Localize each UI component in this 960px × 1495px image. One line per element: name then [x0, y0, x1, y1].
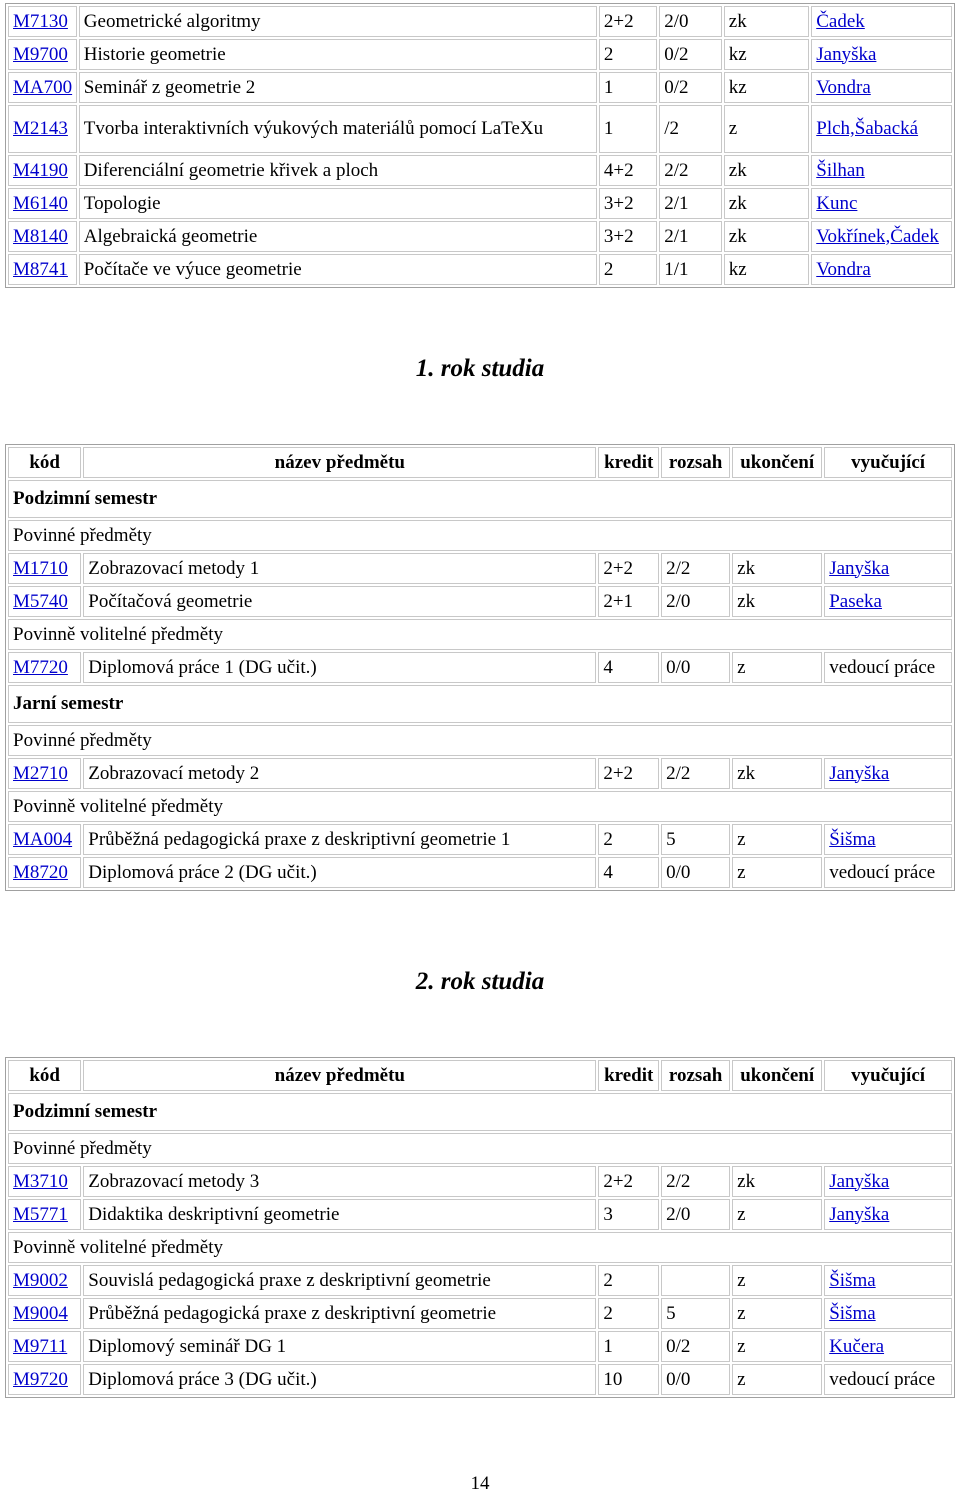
year2-table: [5, 1057, 955, 1398]
course-teacher[interactable]: Šišma: [829, 1302, 876, 1324]
course-scope: 1/1: [659, 254, 722, 285]
course-teacher-cell: [824, 586, 952, 617]
course-name: Geometrické algoritmy: [79, 6, 597, 37]
course-code-link[interactable]: MA004: [13, 828, 73, 850]
course-row: [8, 221, 952, 252]
course-code-link[interactable]: M4190: [13, 159, 68, 181]
course-completion: kz: [724, 72, 809, 103]
course-code-link[interactable]: M8741: [13, 258, 68, 280]
course-credit: 2+2: [599, 6, 657, 37]
course-completion: z: [724, 105, 809, 153]
semester-autumn: Podzimní semestr: [8, 1093, 952, 1131]
course-teacher[interactable]: Plch,Šabacká: [816, 118, 919, 139]
course-code-link-cell: [8, 105, 77, 153]
course-row: [8, 1298, 952, 1329]
course-credit: 2: [599, 254, 657, 285]
course-code-link-cell: [8, 1166, 81, 1197]
group-elective-row: [8, 791, 952, 822]
course-name: Počítačová geometrie: [83, 586, 596, 617]
header-credit: kredit: [598, 447, 659, 478]
course-completion: z: [732, 1265, 822, 1296]
course-code-link-cell: [8, 6, 77, 37]
course-row: [8, 105, 952, 153]
course-code-link-cell: [8, 254, 77, 285]
course-credit: 10: [598, 1364, 659, 1395]
course-code-link-cell: [8, 652, 81, 683]
course-scope: 0/2: [659, 72, 722, 103]
course-row: [8, 1331, 952, 1362]
course-code-link[interactable]: M9720: [13, 1368, 68, 1390]
course-code-link[interactable]: M2710: [13, 762, 68, 784]
group-elective: Povinně volitelné předměty: [8, 791, 952, 822]
course-completion: z: [732, 652, 822, 683]
course-completion: zk: [724, 188, 809, 219]
course-name: Topologie: [79, 188, 597, 219]
course-row: [8, 188, 952, 219]
course-teacher-cell: [824, 1199, 952, 1230]
course-teacher[interactable]: Čadek: [816, 10, 865, 32]
course-scope: 2/0: [661, 1199, 730, 1230]
course-row: [8, 254, 952, 285]
group-mandatory-row: [8, 725, 952, 756]
course-teacher-cell: [824, 1265, 952, 1296]
course-completion: z: [732, 1364, 822, 1395]
course-teacher[interactable]: Šišma: [829, 1269, 876, 1291]
course-completion: kz: [724, 39, 809, 70]
header-code: kód: [8, 1060, 81, 1091]
course-name: Diplomová práce 2 (DG učit.): [83, 857, 596, 888]
group-mandatory: Povinné předměty: [8, 520, 952, 551]
course-credit: 4: [598, 857, 659, 888]
course-teacher[interactable]: Kunc: [816, 192, 858, 214]
course-name: Didaktika deskriptivní geometrie: [83, 1199, 596, 1230]
course-code-link[interactable]: M2143: [13, 118, 68, 139]
course-teacher-cell: [824, 758, 952, 789]
course-teacher[interactable]: Vondra: [816, 258, 871, 280]
course-name: Zobrazovací metody 1: [83, 553, 596, 584]
course-credit: 4: [598, 652, 659, 683]
course-name: Diplomová práce 1 (DG učit.): [83, 652, 596, 683]
course-code-link[interactable]: M5771: [13, 1203, 68, 1225]
course-name: Průběžná pedagogická praxe z deskriptivní geometrie 1: [83, 824, 596, 855]
course-code-link[interactable]: M8720: [13, 861, 68, 883]
group-elective: Povinně volitelné předměty: [8, 619, 952, 650]
course-credit: 3: [598, 1199, 659, 1230]
course-code-link-cell: [8, 553, 81, 584]
course-teacher: vedoucí práce: [824, 857, 952, 888]
course-scope: 5: [661, 824, 730, 855]
table-header-row: [8, 447, 952, 478]
semester-spring: Jarní semestr: [8, 685, 952, 723]
course-completion: z: [732, 1298, 822, 1329]
course-name: Diplomová práce 3 (DG učit.): [83, 1364, 596, 1395]
course-code-link[interactable]: M9002: [13, 1269, 68, 1291]
semester-autumn: Podzimní semestr: [8, 480, 952, 518]
course-completion: z: [732, 1199, 822, 1230]
course-code-link[interactable]: M9711: [13, 1335, 68, 1357]
course-name: Diferenciální geometrie křivek a ploch: [79, 155, 597, 186]
course-teacher[interactable]: Vondra: [816, 76, 871, 98]
course-row: [8, 553, 952, 584]
course-code-link-cell: [8, 1331, 81, 1362]
course-teacher: vedoucí práce: [824, 1364, 952, 1395]
course-teacher-cell: [824, 1298, 952, 1329]
course-name: Historie geometrie: [79, 39, 597, 70]
course-code-link-cell: [8, 586, 81, 617]
course-credit: 1: [599, 72, 657, 103]
group-mandatory-row: [8, 1133, 952, 1164]
course-credit: 3+2: [599, 221, 657, 252]
group-mandatory-row: [8, 520, 952, 551]
course-scope: 0/2: [659, 39, 722, 70]
page-number: 14: [470, 1473, 490, 1494]
year2-heading: 2. rok studia: [415, 968, 545, 995]
course-credit: 2: [599, 39, 657, 70]
group-elective: Povinně volitelné předměty: [8, 1232, 952, 1263]
header-end: ukončení: [732, 1060, 822, 1091]
group-elective-row: [8, 1232, 952, 1263]
course-completion: zk: [732, 1166, 822, 1197]
course-name: Tvorba interaktivních výukových materiálů pomocí LaTeXu: [79, 105, 597, 153]
course-code-link[interactable]: M6140: [13, 192, 68, 214]
course-code-link-cell: [8, 72, 77, 103]
course-completion: z: [732, 1331, 822, 1362]
header-end: ukončení: [732, 447, 822, 478]
course-code-link-cell: [8, 39, 77, 70]
group-elective-row: [8, 619, 952, 650]
course-name: Seminář z geometrie 2: [79, 72, 597, 103]
course-scope: 2/0: [659, 6, 722, 37]
course-name: Diplomový seminář DG 1: [83, 1331, 596, 1362]
course-code-link-cell: [8, 1265, 81, 1296]
course-code-link[interactable]: M9004: [13, 1302, 68, 1324]
course-scope: 0/0: [661, 857, 730, 888]
course-code-link-cell: [8, 1364, 81, 1395]
course-teacher-cell: [811, 188, 952, 219]
course-row: [8, 1265, 952, 1296]
course-code-link-cell: [8, 1298, 81, 1329]
course-code-link-cell: [8, 188, 77, 219]
group-mandatory: Povinné předměty: [8, 1133, 952, 1164]
course-scope: [661, 1265, 730, 1296]
course-teacher-cell: [811, 155, 952, 186]
course-teacher[interactable]: Janyška: [829, 762, 890, 784]
course-teacher-cell: [811, 6, 952, 37]
course-scope: 2/1: [659, 221, 722, 252]
course-credit: 1: [599, 105, 657, 153]
header-teacher: vyučující: [824, 1060, 952, 1091]
course-row: [8, 72, 952, 103]
course-scope: 0/2: [661, 1331, 730, 1362]
course-scope: /2: [659, 105, 722, 153]
course-credit: 2: [598, 824, 659, 855]
course-teacher-cell: [811, 105, 952, 153]
course-teacher[interactable]: Šilhan: [816, 159, 865, 181]
course-code-link-cell: [8, 155, 77, 186]
course-credit: 2+1: [598, 586, 659, 617]
course-code-link[interactable]: MA700: [13, 76, 73, 98]
course-credit: 2+2: [598, 553, 659, 584]
course-code-link-cell: [8, 1199, 81, 1230]
year1-table: [5, 444, 955, 891]
course-row: [8, 1199, 952, 1230]
course-teacher[interactable]: Janyška: [829, 1170, 890, 1192]
course-name: Zobrazovací metody 3: [83, 1166, 596, 1197]
course-credit: 1: [598, 1331, 659, 1362]
course-code-link-cell: [8, 824, 81, 855]
header-code: kód: [8, 447, 81, 478]
course-teacher[interactable]: Janyška: [829, 557, 890, 579]
course-completion: zk: [724, 155, 809, 186]
course-credit: 2+2: [598, 758, 659, 789]
course-row: [8, 6, 952, 37]
course-name: Souvislá pedagogická praxe z deskriptivní geometrie: [83, 1265, 596, 1296]
course-code-link[interactable]: M7720: [13, 656, 68, 678]
course-credit: 2+2: [598, 1166, 659, 1197]
course-scope: 5: [661, 1298, 730, 1329]
course-teacher[interactable]: Janyška: [816, 43, 877, 65]
course-completion: zk: [724, 221, 809, 252]
header-credit: kredit: [598, 1060, 659, 1091]
course-teacher-cell: [824, 1331, 952, 1362]
course-teacher[interactable]: Janyška: [829, 1203, 890, 1225]
course-credit: 2: [598, 1298, 659, 1329]
course-code-link[interactable]: M3710: [13, 1170, 68, 1192]
year1-heading: 1. rok studia: [415, 355, 545, 382]
course-teacher[interactable]: Vokřínek,Čadek: [816, 225, 939, 247]
course-scope: 2/2: [659, 155, 722, 186]
header-scope: rozsah: [661, 1060, 730, 1091]
course-teacher[interactable]: Paseka: [829, 590, 882, 612]
course-row: [8, 758, 952, 789]
course-completion: zk: [732, 586, 822, 617]
semester-autumn-row: [8, 480, 952, 518]
course-name: Počítače ve výuce geometrie: [79, 254, 597, 285]
course-teacher[interactable]: Kučera: [829, 1335, 885, 1357]
header-name: název předmětu: [83, 1060, 596, 1091]
course-code-link[interactable]: M5740: [13, 590, 68, 612]
course-row: [8, 824, 952, 855]
semester-autumn-row: [8, 1093, 952, 1131]
course-completion: z: [732, 857, 822, 888]
course-credit: 2: [598, 1265, 659, 1296]
course-name: Zobrazovací metody 2: [83, 758, 596, 789]
course-teacher-cell: [811, 254, 952, 285]
semester-spring-row: [8, 685, 952, 723]
course-name: Algebraická geometrie: [79, 221, 597, 252]
group-mandatory: Povinné předměty: [8, 725, 952, 756]
course-completion: kz: [724, 254, 809, 285]
course-row: [8, 155, 952, 186]
header-scope: rozsah: [661, 447, 730, 478]
course-name: Průběžná pedagogická praxe z deskriptivní geometrie: [83, 1298, 596, 1329]
course-teacher-cell: [811, 39, 952, 70]
course-row: [8, 586, 952, 617]
course-teacher-cell: [824, 824, 952, 855]
course-scope: 2/2: [661, 1166, 730, 1197]
course-scope: 2/0: [661, 586, 730, 617]
course-row: [8, 857, 952, 888]
course-scope: 2/1: [659, 188, 722, 219]
course-scope: 0/0: [661, 652, 730, 683]
top-course-table: [5, 3, 955, 288]
course-credit: 4+2: [599, 155, 657, 186]
course-completion: zk: [732, 553, 822, 584]
course-code-link-cell: [8, 857, 81, 888]
course-code-link[interactable]: M9700: [13, 43, 68, 65]
course-row: [8, 1166, 952, 1197]
course-teacher-cell: [811, 72, 952, 103]
course-completion: zk: [732, 758, 822, 789]
course-completion: z: [732, 824, 822, 855]
course-row: [8, 39, 952, 70]
course-teacher-cell: [824, 553, 952, 584]
course-code-link[interactable]: M8140: [13, 225, 68, 247]
course-teacher-cell: [824, 1166, 952, 1197]
course-completion: zk: [724, 6, 809, 37]
course-row: [8, 652, 952, 683]
header-teacher: vyučující: [824, 447, 952, 478]
course-scope: 2/2: [661, 553, 730, 584]
course-teacher-cell: [811, 221, 952, 252]
course-scope: 0/0: [661, 1364, 730, 1395]
course-teacher[interactable]: Šišma: [829, 828, 876, 850]
course-code-link[interactable]: M1710: [13, 557, 68, 579]
header-name: název předmětu: [83, 447, 596, 478]
course-teacher: vedoucí práce: [824, 652, 952, 683]
course-code-link-cell: [8, 221, 77, 252]
table-header-row: [8, 1060, 952, 1091]
course-scope: 2/2: [661, 758, 730, 789]
course-code-link[interactable]: M7130: [13, 10, 68, 32]
course-row: [8, 1364, 952, 1395]
course-credit: 3+2: [599, 188, 657, 219]
course-code-link-cell: [8, 758, 81, 789]
